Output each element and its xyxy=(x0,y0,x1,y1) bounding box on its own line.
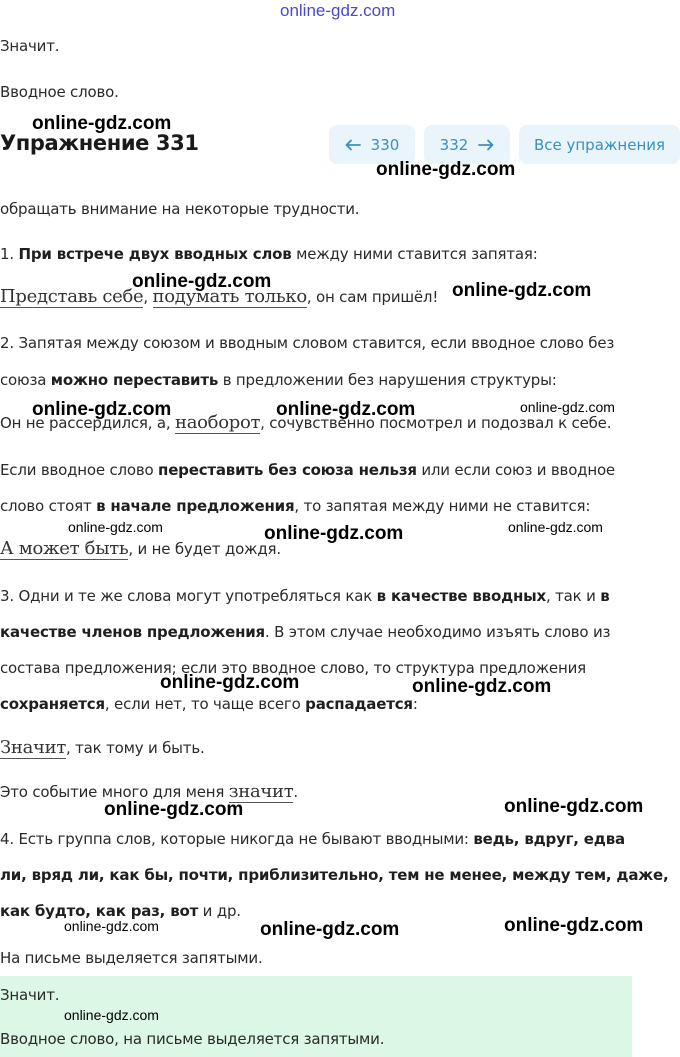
next-exercise-label: 332 xyxy=(439,135,469,154)
watermark: online-gdz.com xyxy=(508,519,603,535)
watermark: online-gdz.com xyxy=(376,159,516,180)
rule-4-line-3: как будто, как раз, вот и др. xyxy=(0,902,241,920)
watermark: online-gdz.com xyxy=(504,796,644,817)
handwritten-word: Представь себе xyxy=(0,286,144,307)
watermark: online-gdz.com xyxy=(32,113,172,134)
rule-2-line-3: Если вводное слово переставить без союза нельзя или если союз и вводное xyxy=(0,461,615,479)
answer-line-1: Значит. xyxy=(0,986,60,1004)
all-exercises-label: Все упражнения xyxy=(533,135,666,154)
page-title: Упражнение 331 xyxy=(0,131,199,155)
intro-line-1: Значит. xyxy=(0,37,60,55)
watermark: online-gdz.com xyxy=(260,919,400,940)
text-line: обращать внимание на некоторые трудности. xyxy=(0,200,360,218)
example-4: Значит, так тому и быть. xyxy=(0,737,205,758)
rule-4-line-1: 4. Есть группа слов, которые никогда не бывают вводными: ведь, вдруг, едва xyxy=(0,830,625,848)
answer-line-2: Вводное слово, на письме выделяется запятыми. xyxy=(0,1030,385,1048)
handwritten-word: подумать только xyxy=(152,286,307,307)
rule-2-line-4: слово стоят в начале предложения, то запятая между ними не ставится: xyxy=(0,497,591,515)
handwritten-word: А может быть xyxy=(0,538,129,559)
watermark: online-gdz.com xyxy=(68,519,163,535)
rule-4-line-2: ли, вряд ли, как бы, почти, приблизительно, тем не менее, между тем, даже, xyxy=(0,866,669,884)
rule-3-line-1: 3. Одни и те же слова могут употребляться как в качестве вводных, так и в xyxy=(0,587,610,605)
example-5: Это событие много для меня значит. xyxy=(0,781,298,802)
example-1: Представь себе, подумать только, он сам пришёл! xyxy=(0,286,439,307)
watermark: online-gdz.com xyxy=(452,280,592,301)
rule-2-line-2: союза можно переставить в предложении без нарушения структуры: xyxy=(0,371,557,389)
rule-1: 1. При встрече двух вводных слов между ними ставится запятая: xyxy=(0,245,538,263)
top-watermark: online-gdz.com xyxy=(280,1,396,20)
rule-3-line-4: сохраняется, если нет, то чаще всего распадается: xyxy=(0,695,418,713)
handwritten-word: наоборот xyxy=(175,412,261,433)
rule-3-line-2: качестве членов предложения. В этом случае необходимо изъять слово из xyxy=(0,623,611,641)
handwritten-word: значит xyxy=(228,781,294,802)
rule-3-line-3: состава предложения; если это вводное слово, то структура предложения xyxy=(0,659,586,677)
watermark: online-gdz.com xyxy=(104,799,244,820)
handwritten-word: Значит xyxy=(0,737,66,758)
watermark: online-gdz.com xyxy=(276,399,416,420)
watermark: online-gdz.com xyxy=(64,1007,159,1023)
watermark: online-gdz.com xyxy=(32,399,172,420)
example-2: Он не рассердился, а, наоборот, сочувственно посмотрел и подозвал к себе. xyxy=(0,412,612,433)
rule-4-line-4: На письме выделяется запятыми. xyxy=(0,949,263,967)
watermark: online-gdz.com xyxy=(132,271,272,292)
example-3: А может быть, и не будет дождя. xyxy=(0,538,281,559)
intro-line-2: Вводное слово. xyxy=(0,83,119,101)
watermark: online-gdz.com xyxy=(264,523,404,544)
prev-exercise-label: 330 xyxy=(370,135,400,154)
rule-2-line-1: 2. Запятая между союзом и вводным словом ставится, если вводное слово без xyxy=(0,334,615,352)
watermark: online-gdz.com xyxy=(412,676,552,697)
all-exercises-button[interactable] xyxy=(519,125,680,164)
watermark: online-gdz.com xyxy=(64,918,159,934)
watermark: online-gdz.com xyxy=(520,399,615,415)
clipped-text-fragment xyxy=(0,172,340,180)
arrow-left-icon xyxy=(345,139,361,151)
watermark: online-gdz.com xyxy=(504,915,644,936)
watermark: online-gdz.com xyxy=(160,672,300,693)
arrow-right-icon xyxy=(478,139,494,151)
